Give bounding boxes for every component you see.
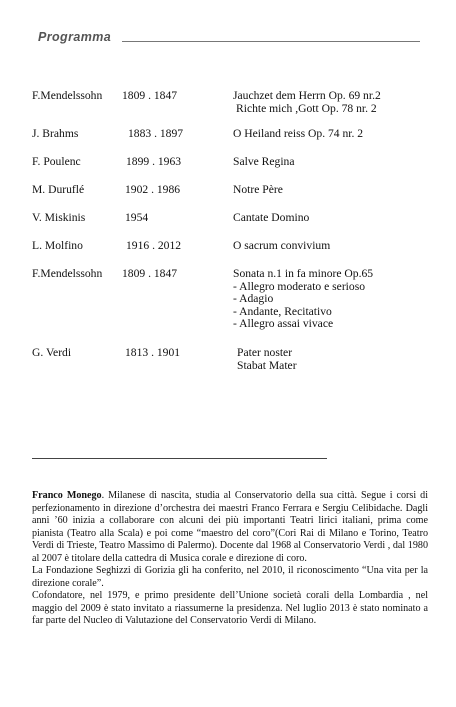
bio-name: Franco Monego	[32, 490, 102, 501]
work-title: Richte mich ,Gott Op. 78 nr. 2	[236, 101, 377, 115]
bio-paragraph: Cofondatore, nel 1979, e primo presidente dell’Unione società corali della Lombardia , nel maggio del 2009 è stato invitato a riassumerne la presidenza. Nel luglio 2013 è stato nominato a far parte del Nucleo di Valutazione del Conservatorio Verdi di Milano.	[32, 590, 428, 627]
composer-years: 1954	[125, 211, 149, 224]
composer-years: 1916 . 2012	[126, 239, 182, 252]
bio-paragraph: La Fondazione Seghizzi di Gorizia gli ha conferito, nel 2010, il riconoscimento “Una vita per la direzione corale”.	[32, 565, 428, 589]
composer-years: 1899 . 1963	[126, 155, 182, 168]
composer-years: 1813 . 1901	[125, 346, 181, 359]
work-list	[233, 268, 373, 331]
work-movement: - Adagio	[233, 292, 274, 305]
composer-years: 1883 . 1897	[128, 127, 184, 140]
work-list	[233, 240, 330, 253]
work-list	[233, 156, 295, 169]
work-title: Jauchzet dem Herrn Op. 69 nr.2	[233, 89, 381, 102]
header-rule	[122, 41, 420, 42]
work-movement: - Andante, Recitativo	[233, 304, 332, 318]
composer-name: V. Miskinis	[32, 211, 86, 224]
composer-name: F.Mendelssohn	[32, 89, 103, 102]
page-title: Programma	[38, 30, 112, 44]
work-movement: - Allegro assai vivace	[233, 317, 334, 330]
composer-years: 1809 . 1847	[122, 89, 178, 102]
page-header	[38, 30, 420, 46]
composer-name: G. Verdi	[32, 346, 72, 359]
work-title: Stabat Mater	[237, 358, 297, 372]
composer-years: 1902 . 1986	[125, 183, 181, 196]
composer-name: J. Brahms	[32, 127, 79, 140]
work-title: Sonata n.1 in fa minore Op.65	[233, 267, 374, 280]
work-list	[233, 90, 381, 115]
composer-name: M. Duruflé	[32, 183, 85, 196]
work-list	[233, 184, 283, 197]
composer-years: 1809 . 1847	[122, 267, 178, 280]
work-title: O Heiland reiss Op. 74 nr. 2	[233, 127, 364, 140]
work-title: Cantate Domino	[233, 211, 310, 224]
work-title: Notre Père	[233, 183, 283, 196]
work-title: Pater noster	[237, 346, 293, 359]
composer-name: F.Mendelssohn	[32, 267, 103, 280]
work-list	[233, 128, 363, 141]
work-title: Salve Regina	[233, 155, 295, 168]
composer-name: L. Molfino	[32, 239, 83, 252]
work-title: O sacrum convivium	[233, 239, 331, 252]
section-divider	[32, 458, 327, 459]
work-list	[233, 212, 309, 225]
work-list	[237, 347, 297, 372]
biography	[32, 490, 428, 628]
bio-paragraph	[32, 490, 428, 565]
work-movement: - Allegro moderato e serioso	[233, 279, 366, 293]
bio-text: . Milanese di nascita, studia al Conservatorio della sua città. Segue i corsi di perfezionamento in direzione d’orchestra dei maestri Franco Ferrara e Sergiu Celibidache. Dagli anni ’60 inizia a collaborare con alcuni dei più importanti Teatri lirici italiani, prima come pianista (Teatro alla Scala) e poi come “maestro del coro”(Cori Rai di Milano e Torino, Teatro Verdi di Trieste, Teatro Massimo di Palermo). Docente dal 1968 al Conservatorio Verdi , dal 1980 al 2007 è titolare della cattedra di Musica corale e direzione di coro.	[32, 490, 428, 564]
composer-name: F. Poulenc	[32, 155, 81, 168]
